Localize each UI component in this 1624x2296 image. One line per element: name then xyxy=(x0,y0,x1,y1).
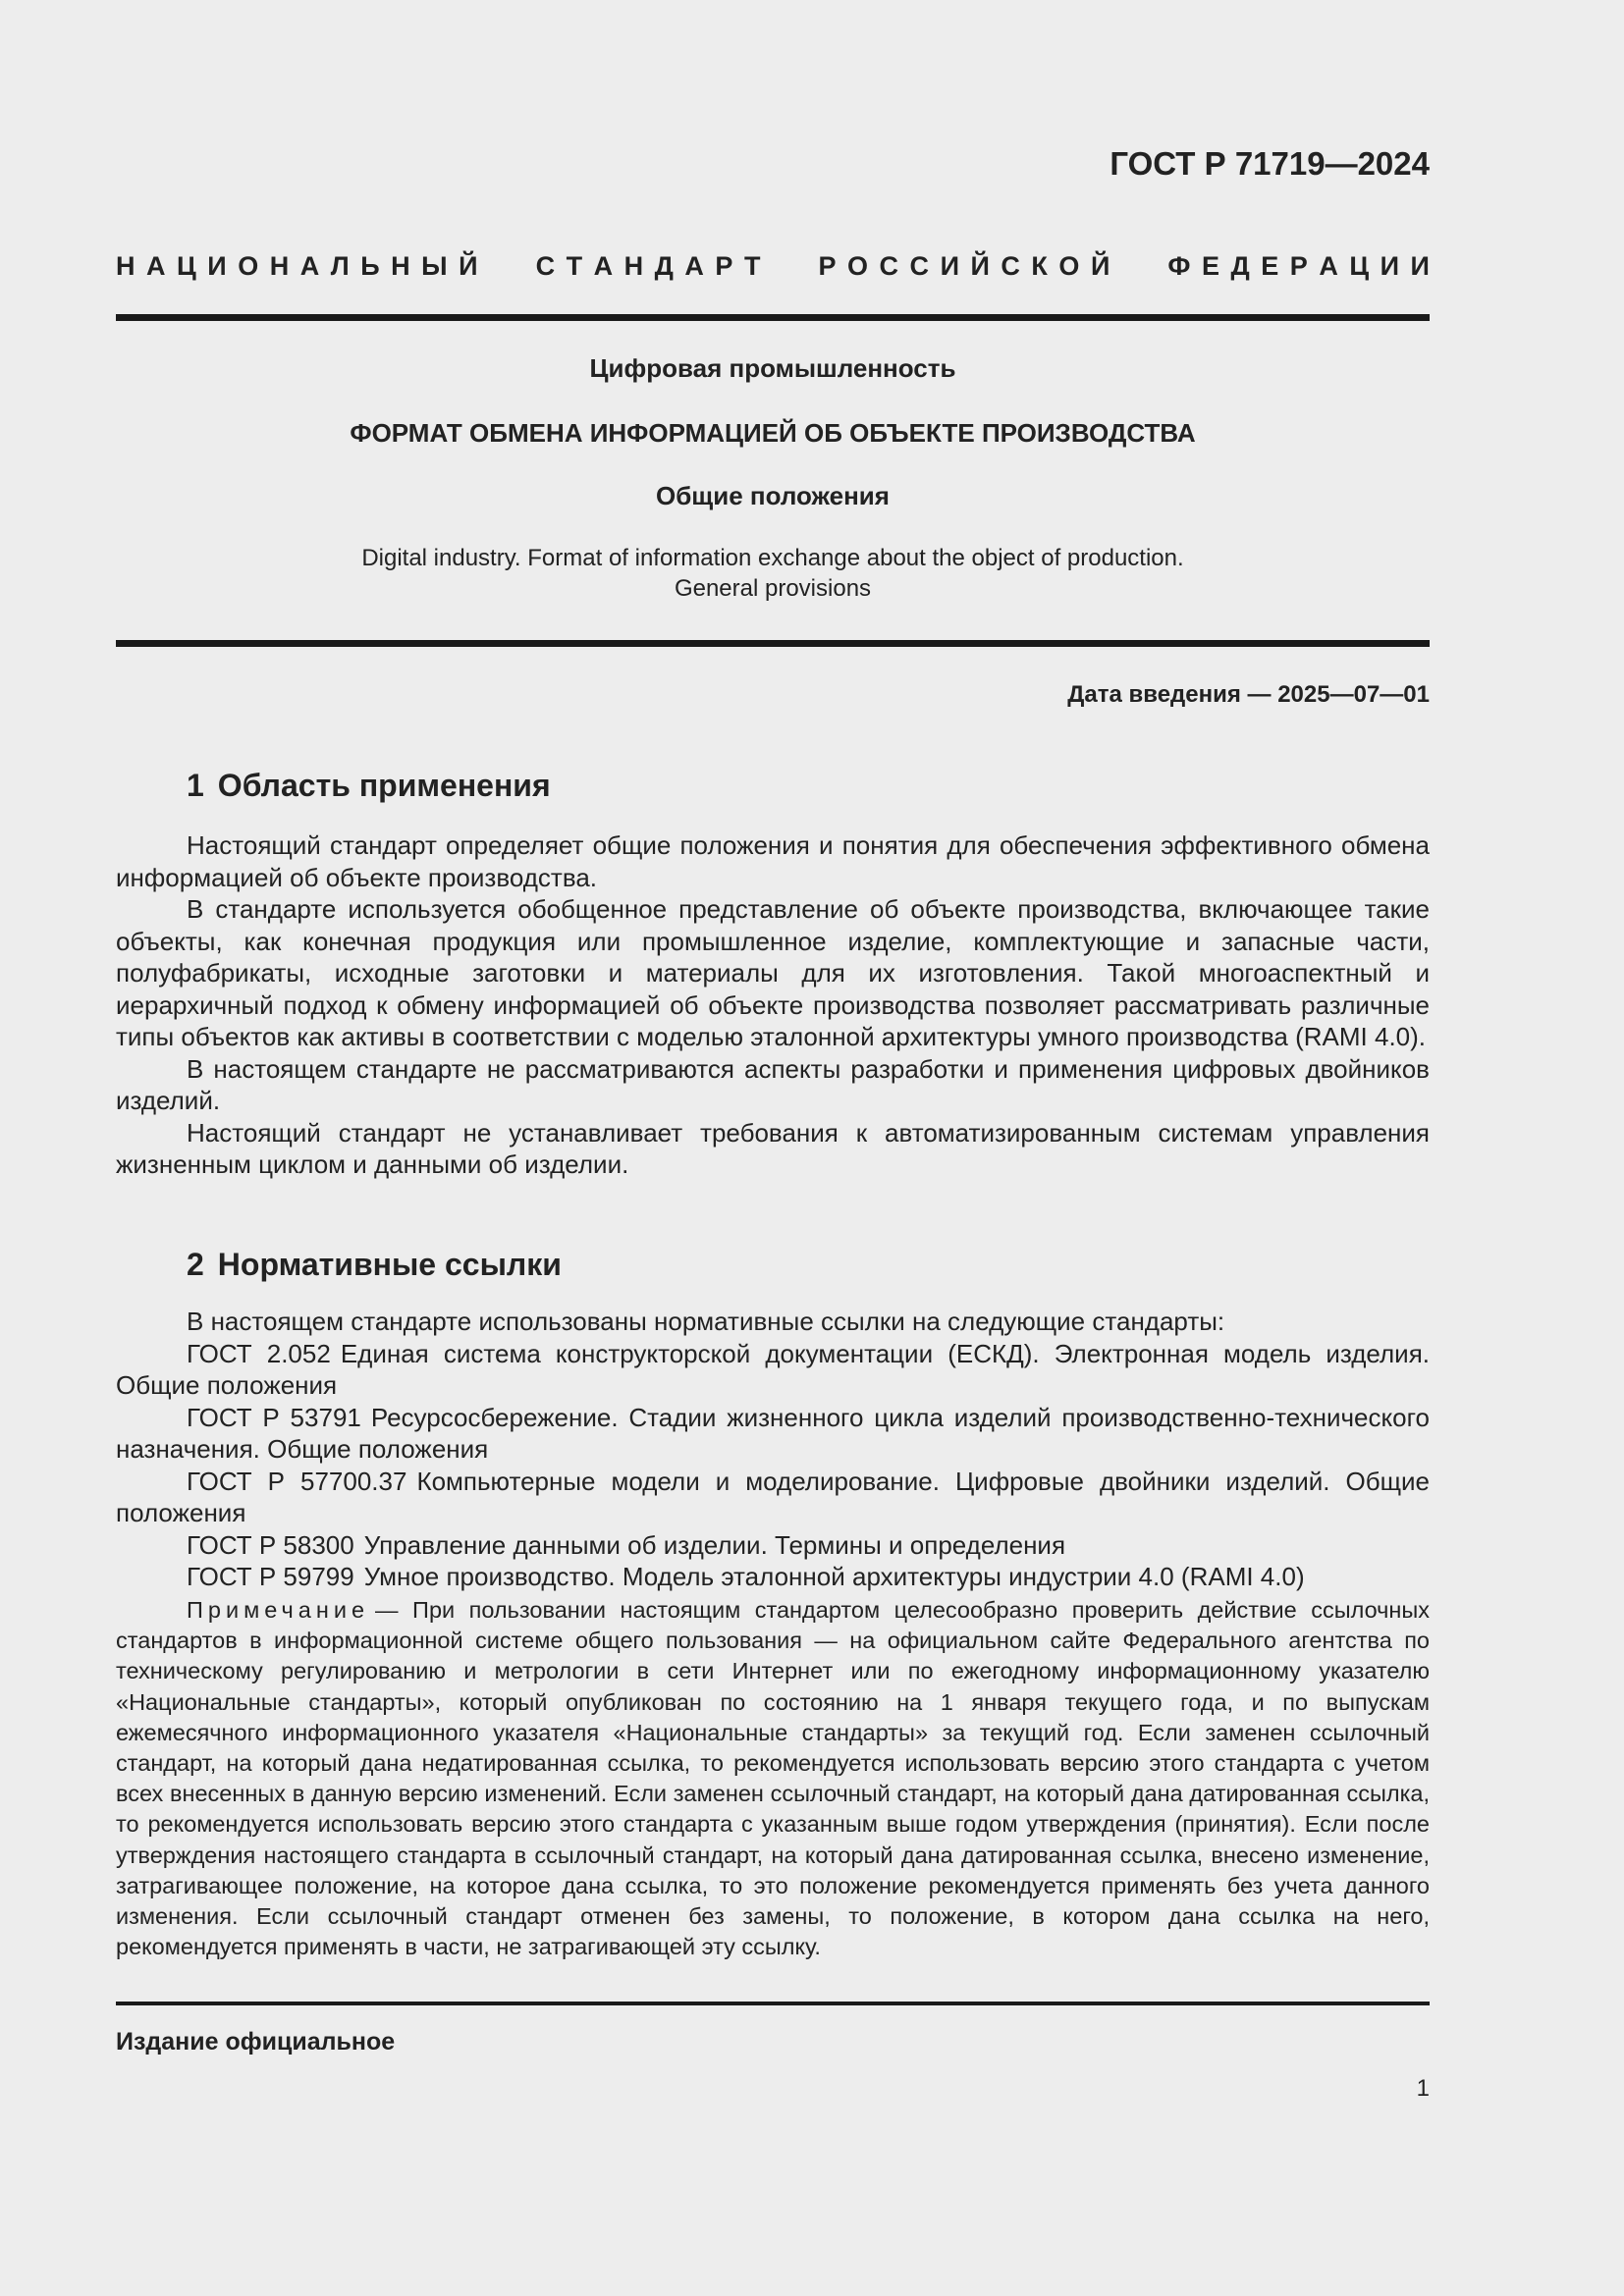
reference-text: Умное производство. Модель эталонной архитектуры индустрии 4.0 (RAMI 4.0) xyxy=(363,1562,1305,1591)
banner-letter: С xyxy=(1001,251,1020,281)
banner-letter: Й xyxy=(459,251,478,281)
section1-paragraph: В стандарте используется обобщенное представление об объекте производства, включающее такие объекты, как конечная продукция или промышленное изделие, комплектующие и запасные части, полуфабрикаты, исходные заготовки и материалы для их изготовления. Такой многоаспектный и иерархичный подход к обмену информацией об объекте производства позволяет рассматривать различные типы объектов как активы в соответствии с моделью эталонной архитектуры умного производства (RAMI 4.0). xyxy=(116,894,1430,1051)
section1-title: Область применения xyxy=(217,768,551,803)
banner-letter: Й xyxy=(970,251,990,281)
banner-letter: Р xyxy=(1289,251,1308,281)
reference-code: ГОСТ Р 58300 xyxy=(187,1529,354,1560)
section2-title: Нормативные ссылки xyxy=(217,1247,562,1282)
reference-code: ГОСТ Р 53791 xyxy=(187,1402,361,1432)
section2-intro: В настоящем стандарте использованы нормативные ссылки на следующие стандарты: xyxy=(187,1307,1225,1336)
banner-letter: Н xyxy=(116,251,135,281)
reference-item xyxy=(116,1466,1430,1529)
reference-item xyxy=(116,1402,1430,1466)
section1-paragraph: Настоящий стандарт определяет общие положения и понятия для обеспечения эффективного обмена информацией об объекте производства. xyxy=(116,830,1430,892)
title-english-line1: Digital industry. Format of information exchange about the object of production. xyxy=(361,545,1184,571)
section2-heading xyxy=(187,1247,562,1283)
title-category: Цифровая промышленность xyxy=(589,353,956,383)
official-edition-label: Издание официальное xyxy=(116,2028,396,2056)
reference-text: Ресурсосбережение. Стадии жизненного цикла изделий производственно-технического назначения. Общие положения xyxy=(116,1402,1430,1464)
banner-letter: Т xyxy=(566,251,583,281)
banner-letter: Т xyxy=(743,251,761,281)
banner-letter: Д xyxy=(654,251,674,281)
title-main: ФОРМАТ ОБМЕНА ИНФОРМАЦИЕЙ ОБ ОБЪЕКТЕ ПРОИЗВОДСТВА xyxy=(350,418,1196,448)
banner-letter: И xyxy=(1380,251,1399,281)
banner-letter: Ь xyxy=(360,251,380,281)
section2-number: 2 xyxy=(187,1247,204,1282)
banner-letter: Р xyxy=(818,251,837,281)
banner-letter: К xyxy=(1031,251,1048,281)
note-label: Примечание xyxy=(187,1597,370,1623)
reference-text: Единая система конструкторской документации (ЕСКД). Электронная модель изделия. Общие положения xyxy=(116,1338,1430,1400)
banner-letter: Ц xyxy=(177,251,196,281)
banner-letter: О xyxy=(238,251,259,281)
banner-letter: А xyxy=(593,251,614,281)
banner-letter: Р xyxy=(715,251,733,281)
banner-letter: Е xyxy=(1201,251,1219,281)
banner-letter: Е xyxy=(1261,251,1279,281)
reference-item xyxy=(116,1338,1430,1402)
footer-rule xyxy=(116,2002,1430,2005)
standard-id: ГОСТ Р 71719—2024 xyxy=(1110,145,1430,182)
banner-letter: И xyxy=(207,251,227,281)
title-english-line2: General provisions xyxy=(674,575,872,602)
banner-letter: И xyxy=(1410,251,1430,281)
banner-letter: Й xyxy=(1090,251,1110,281)
banner-letter: Ф xyxy=(1167,251,1191,281)
banner-letter: Д xyxy=(1230,251,1250,281)
banner-letter: Ы xyxy=(421,251,448,281)
reference-text: Компьютерные модели и моделирование. Цифровые двойники изделий. Общие положения xyxy=(116,1466,1431,1527)
banner-letter: Н xyxy=(391,251,410,281)
reference-code: ГОСТ Р 59799 xyxy=(187,1562,354,1591)
banner-word-gap xyxy=(772,251,807,282)
title-sub: Общие положения xyxy=(656,481,890,510)
section1-paragraph: В настоящем стандарте не рассматриваются аспекты разработки и применения цифровых двойников изделий. xyxy=(116,1053,1430,1115)
banner-letter: С xyxy=(909,251,930,281)
banner-letter: Л xyxy=(330,251,350,281)
banner-letter: Ц xyxy=(1349,251,1370,281)
banner-letter: И xyxy=(940,251,959,281)
banner-letter: О xyxy=(847,251,869,281)
section1-body xyxy=(116,829,1430,1181)
banner-letter: А xyxy=(146,251,166,281)
title-bottom-rule xyxy=(116,640,1430,647)
reference-code: ГОСТ Р 57700.37 xyxy=(187,1466,407,1496)
references-note xyxy=(116,1595,1430,1962)
banner-letter: Н xyxy=(623,251,644,281)
national-standard-banner xyxy=(116,251,1430,282)
page-number: 1 xyxy=(1416,2075,1430,2102)
reference-item xyxy=(116,1561,1430,1593)
section2-body xyxy=(116,1306,1430,1593)
title-english xyxy=(116,543,1430,604)
section1-number: 1 xyxy=(187,768,204,803)
banner-letter: А xyxy=(299,251,320,281)
introduction-date: Дата введения — 2025—07—01 xyxy=(1067,681,1430,708)
section1-paragraph: Настоящий стандарт не устанавливает требования к автоматизированным системам управления жизненным циклом и данными об изделии. xyxy=(116,1117,1430,1179)
reference-item xyxy=(116,1529,1430,1562)
section1-heading xyxy=(187,768,551,804)
banner-letter: С xyxy=(879,251,899,281)
banner-letter: О xyxy=(1058,251,1080,281)
reference-text: Управление данными об изделии. Термины и определения xyxy=(363,1529,1066,1560)
reference-code: ГОСТ 2.052 xyxy=(187,1338,331,1368)
banner-letter: Н xyxy=(269,251,290,281)
banner-letter: А xyxy=(1319,251,1338,281)
note-text: — При пользовании настоящим стандартом целесообразно проверить действие ссылочных стандартов в информационной системе общего пользования — на официальном сайте Федерального агентства по техническому регулированию и метрологии в сети Интернет или по ежегодному информационному указателю «Национальные стандарты», который опубликован по состоянию на 1 января текущего года, и по выпускам ежемесячного информационного указателя «Национальные стандарты» за текущий год. Если заменен ссылочный стандарт, на который дана недатированная ссылка, то рекомендуется использовать версию этого стандарта с учетом всех внесенных в данную версию изменений. Если заменен ссылочный стандарт, на который дана датированная ссылка, то рекомендуется использовать версию этого стандарта с указанным выше годом утверждения (принятия). Если после утверждения настоящего стандарта в ссылочный стандарт, на который дана датированная ссылка, внесено изменение, затрагивающее положение, на которое дана ссылка, то это положение рекомендуется применять без учета данного изменения. Если ссылочный стандарт отменен без замены, то положение, в котором дана ссылка на него, рекомендуется применять в части, не затрагивающей эту ссылку. xyxy=(116,1597,1430,1960)
banner-word-gap xyxy=(1121,251,1157,282)
top-rule xyxy=(116,314,1430,321)
banner-letter: С xyxy=(535,251,556,281)
banner-word-gap xyxy=(489,251,524,282)
banner-letter: А xyxy=(684,251,704,281)
